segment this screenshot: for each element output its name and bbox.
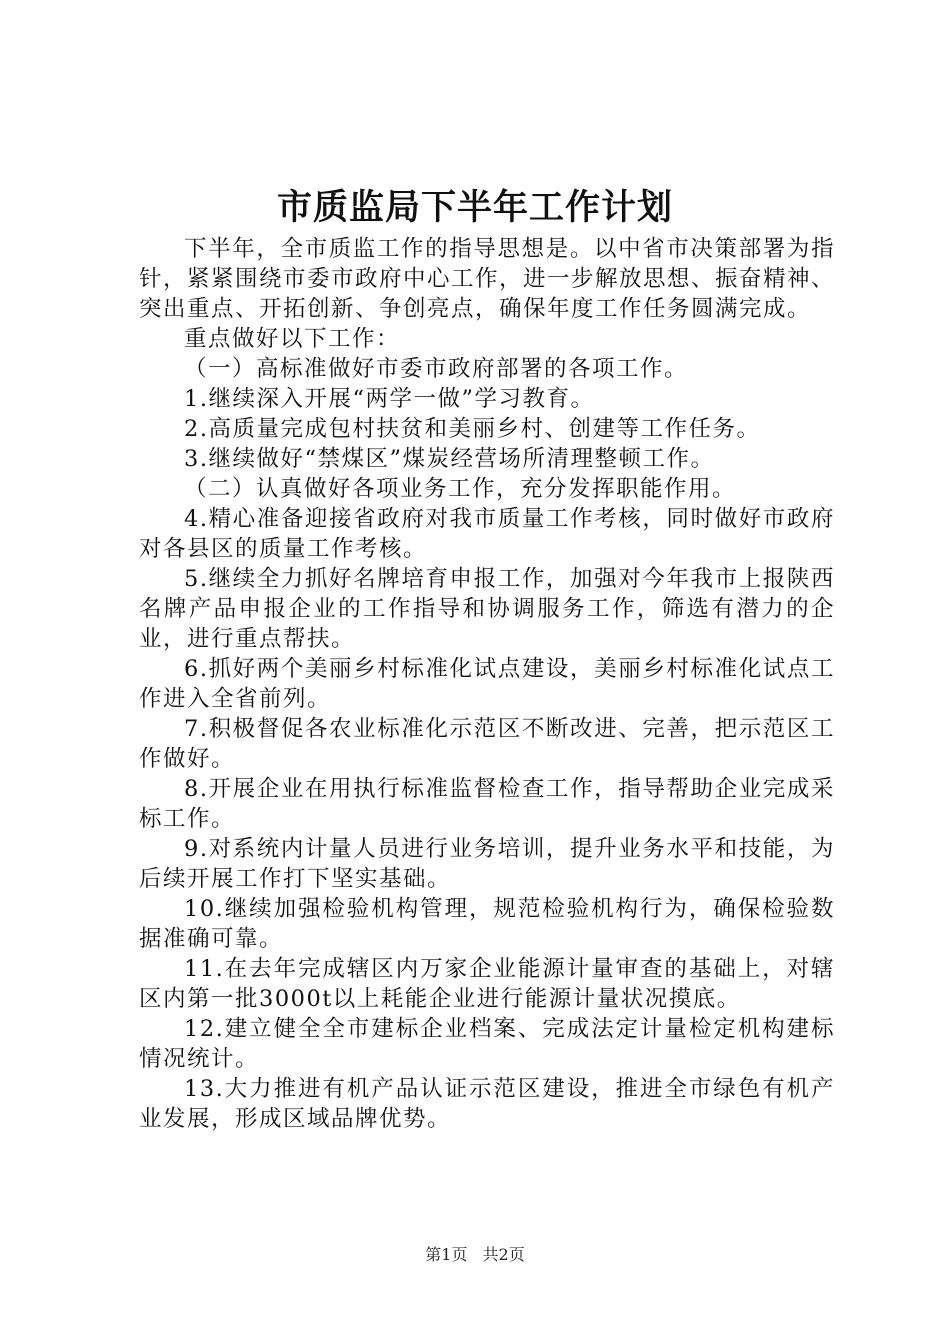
list-item-4: 4.精心准备迎接省政府对我市质量工作考核，同时做好市政府对各县区的质量工作考核。 — [139, 506, 835, 562]
list-item-3: 3.继续做好“禁煤区”煤炭经营场所清理整顿工作。 — [184, 446, 715, 472]
paragraph-intro: 下半年，全市质监工作的指导思想是。以中省市决策部署为指针，紧紧围绕市委市政府中心工作，进一步解放思想、振奋精神、突出重点、开拓创新、争创亮点，确保年度工作任务圆满完成。 — [139, 236, 836, 322]
page-footer — [0, 1244, 950, 1266]
section-heading-1: （一）高标准做好市委市政府部署的各项工作。 — [184, 356, 689, 382]
list-item-6: 6.抓好两个美丽乡村标准化试点建设，美丽乡村标准化试点工作进入全省前列。 — [139, 656, 835, 712]
list-item-9: 9.对系统内计量人员进行业务培训，提升业务水平和技能，为后续开展工作打下坚实基础。 — [139, 836, 835, 892]
page-total: 共2页 — [482, 1245, 525, 1264]
paragraph-key-work: 重点做好以下工作： — [184, 326, 401, 352]
list-item-10: 10.继续加强检验机构管理，规范检验机构行为，确保检验数据准确可靠。 — [139, 896, 835, 952]
section-heading-2: （二）认真做好各项业务工作，充分发挥职能作用。 — [184, 476, 737, 502]
list-item-7: 7.积极督促各农业标准化示范区不断改进、完善，把示范区工作做好。 — [139, 716, 835, 772]
list-item-8: 8.开展企业在用执行标准监督检查工作，指导帮助企业完成采标工作。 — [139, 776, 835, 832]
list-item-11: 11.在去年完成辖区内万家企业能源计量审查的基础上，对辖区内第一批3000t以上耗能企业进行能源计量状况摸底。 — [139, 956, 835, 1012]
document-title: 市质监局下半年工作计划 — [276, 187, 673, 228]
page-number: 第1页 — [425, 1245, 468, 1264]
list-item-1: 1.继续深入开展“两学一做”学习教育。 — [184, 386, 595, 412]
list-item-2: 2.高质量完成包村扶贫和美丽乡村、创建等工作任务。 — [184, 416, 761, 442]
list-item-12: 12.建立健全全市建标企业档案、完成法定计量检定机构建标情况统计。 — [139, 1016, 835, 1072]
document-body — [139, 234, 835, 1134]
list-item-13: 13.大力推进有机产品认证示范区建设，推进全市绿色有机产业发展，形成区域品牌优势。 — [139, 1076, 835, 1132]
list-item-5: 5.继续全力抓好名牌培育申报工作，加强对今年我市上报陕西名牌产品申报企业的工作指导和协调服务工作，筛选有潜力的企业，进行重点帮扶。 — [139, 566, 835, 652]
